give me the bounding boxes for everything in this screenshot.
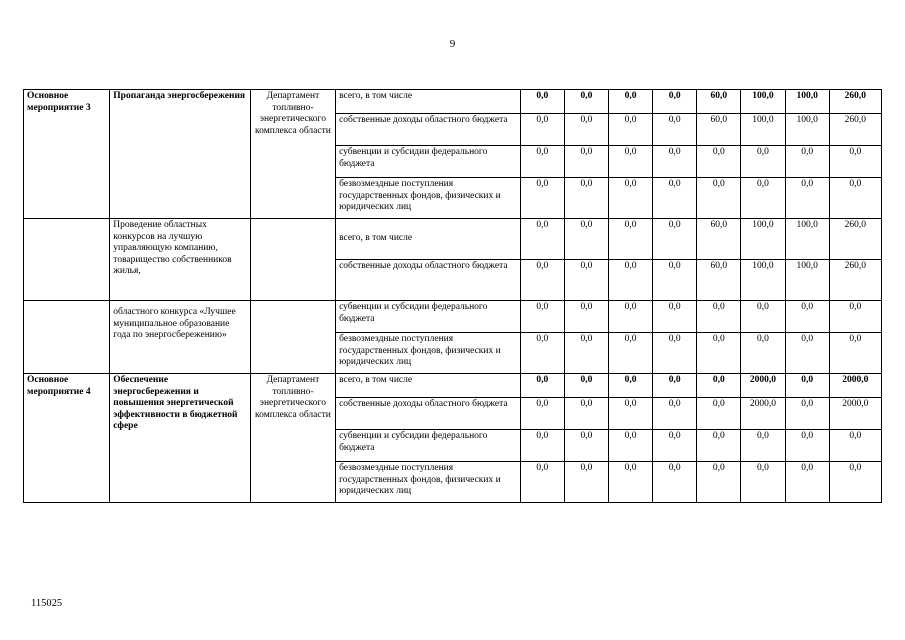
value-cell: 100,0 (741, 260, 785, 301)
source-cell: субвенции и субсидии федерального бюджета (336, 301, 521, 333)
value-cell: 0,0 (741, 146, 785, 178)
table-row (24, 219, 882, 260)
value-cell: 0,0 (520, 90, 564, 114)
value-cell: 0,0 (653, 301, 697, 333)
value-cell: 0,0 (653, 398, 697, 430)
value-cell: 0,0 (697, 333, 741, 374)
value-cell: 0,0 (564, 374, 608, 398)
value-cell: 100,0 (785, 219, 829, 260)
value-cell: 0,0 (520, 374, 564, 398)
value-cell: 0,0 (609, 90, 653, 114)
activity-4-title: Обеспечение энергосбережения и повышения энергетической эффективности в бюджетной сфере (110, 374, 250, 503)
empty-cell (250, 219, 335, 301)
activity-3-label: Основное мероприятие 3 (24, 90, 110, 219)
value-cell: 0,0 (609, 374, 653, 398)
subitem-2-text: областного конкурса «Лучшее муниципальное образование года по энергосбережению» (110, 301, 250, 374)
value-cell: 0,0 (697, 301, 741, 333)
value-cell: 0,0 (653, 430, 697, 462)
value-cell: 0,0 (785, 301, 829, 333)
value-cell: 0,0 (829, 301, 881, 333)
value-cell: 0,0 (564, 398, 608, 430)
value-cell: 0,0 (653, 178, 697, 219)
value-cell: 2000,0 (741, 374, 785, 398)
value-cell: 2000,0 (829, 398, 881, 430)
value-cell: 0,0 (829, 430, 881, 462)
value-cell: 0,0 (609, 462, 653, 503)
source-cell: всего, в том числе (336, 219, 521, 260)
empty-cell (250, 301, 335, 374)
value-cell: 0,0 (564, 260, 608, 301)
source-cell: собственные доходы областного бюджета (336, 398, 521, 430)
value-cell: 0,0 (564, 146, 608, 178)
source-cell: собственные доходы областного бюджета (336, 260, 521, 301)
value-cell: 0,0 (653, 219, 697, 260)
table-row (24, 90, 882, 114)
value-cell: 0,0 (520, 430, 564, 462)
value-cell: 0,0 (697, 462, 741, 503)
value-cell: 0,0 (520, 146, 564, 178)
value-cell: 0,0 (653, 114, 697, 146)
value-cell: 0,0 (785, 333, 829, 374)
value-cell: 0,0 (520, 301, 564, 333)
value-cell: 0,0 (564, 219, 608, 260)
value-cell: 100,0 (741, 114, 785, 146)
value-cell: 0,0 (829, 178, 881, 219)
value-cell: 0,0 (520, 260, 564, 301)
source-cell: безвозмездные поступления государственных фондов, физических и юридических лиц (336, 462, 521, 503)
value-cell: 0,0 (653, 260, 697, 301)
value-cell: 0,0 (741, 178, 785, 219)
value-cell: 0,0 (829, 462, 881, 503)
empty-cell (24, 301, 110, 374)
value-cell: 100,0 (785, 114, 829, 146)
value-cell: 0,0 (697, 374, 741, 398)
value-cell: 260,0 (829, 260, 881, 301)
value-cell: 0,0 (785, 398, 829, 430)
value-cell: 0,0 (653, 462, 697, 503)
empty-cell (24, 219, 110, 301)
footer-code: 115025 (31, 598, 63, 609)
source-cell: всего, в том числе (336, 90, 521, 114)
value-cell: 0,0 (785, 374, 829, 398)
value-cell: 0,0 (829, 146, 881, 178)
value-cell: 60,0 (697, 219, 741, 260)
value-cell: 0,0 (609, 301, 653, 333)
value-cell: 0,0 (564, 462, 608, 503)
source-cell: всего, в том числе (336, 374, 521, 398)
value-cell: 260,0 (829, 114, 881, 146)
value-cell: 0,0 (564, 178, 608, 219)
value-cell: 0,0 (609, 219, 653, 260)
value-cell: 0,0 (785, 430, 829, 462)
activity-4-label: Основное мероприятие 4 (24, 374, 110, 503)
value-cell: 0,0 (829, 333, 881, 374)
value-cell: 60,0 (697, 90, 741, 114)
value-cell: 0,0 (520, 219, 564, 260)
value-cell: 100,0 (785, 90, 829, 114)
value-cell: 100,0 (785, 260, 829, 301)
activity-4-department: Департамент топливно-энергетического комплекса области (250, 374, 335, 503)
value-cell: 60,0 (697, 114, 741, 146)
value-cell: 0,0 (653, 374, 697, 398)
value-cell: 0,0 (564, 90, 608, 114)
page-number: 9 (449, 38, 456, 50)
source-cell: собственные доходы областного бюджета (336, 114, 521, 146)
value-cell: 0,0 (609, 398, 653, 430)
value-cell: 0,0 (609, 178, 653, 219)
value-cell: 0,0 (564, 333, 608, 374)
value-cell: 0,0 (520, 398, 564, 430)
subitem-1-text: Проведение областных конкурсов на лучшую управляющую компанию, товарищество собственников жилья, (110, 219, 250, 301)
value-cell: 260,0 (829, 90, 881, 114)
value-cell: 0,0 (609, 260, 653, 301)
budget-table (23, 89, 882, 503)
value-cell: 0,0 (564, 430, 608, 462)
value-cell: 0,0 (564, 301, 608, 333)
value-cell: 0,0 (609, 114, 653, 146)
value-cell: 0,0 (741, 462, 785, 503)
value-cell: 0,0 (785, 462, 829, 503)
value-cell: 2000,0 (741, 398, 785, 430)
value-cell: 0,0 (609, 430, 653, 462)
value-cell: 0,0 (520, 178, 564, 219)
value-cell: 0,0 (741, 333, 785, 374)
value-cell: 60,0 (697, 260, 741, 301)
value-cell: 260,0 (829, 219, 881, 260)
source-cell: субвенции и субсидии федерального бюджета (336, 430, 521, 462)
value-cell: 0,0 (520, 114, 564, 146)
value-cell: 100,0 (741, 219, 785, 260)
value-cell: 100,0 (741, 90, 785, 114)
table-row (24, 374, 882, 398)
value-cell: 0,0 (697, 430, 741, 462)
value-cell: 0,0 (697, 398, 741, 430)
source-cell: безвозмездные поступления государственных фондов, физических и юридических лиц (336, 333, 521, 374)
value-cell: 0,0 (697, 146, 741, 178)
value-cell: 0,0 (653, 146, 697, 178)
value-cell: 0,0 (520, 462, 564, 503)
source-cell: безвозмездные поступления государственных фондов, физических и юридических лиц (336, 178, 521, 219)
value-cell: 0,0 (564, 114, 608, 146)
value-cell: 0,0 (609, 333, 653, 374)
table-row (24, 301, 882, 333)
value-cell: 0,0 (609, 146, 653, 178)
value-cell: 0,0 (785, 146, 829, 178)
value-cell: 2000,0 (829, 374, 881, 398)
activity-3-title: Пропаганда энергосбережения (110, 90, 250, 219)
value-cell: 0,0 (697, 178, 741, 219)
value-cell: 0,0 (741, 430, 785, 462)
source-cell: субвенции и субсидии федерального бюджета (336, 146, 521, 178)
value-cell: 0,0 (653, 90, 697, 114)
value-cell: 0,0 (520, 333, 564, 374)
value-cell: 0,0 (741, 301, 785, 333)
value-cell: 0,0 (785, 178, 829, 219)
value-cell: 0,0 (653, 333, 697, 374)
activity-3-department: Департамент топливно-энергетического комплекса области (250, 90, 335, 219)
